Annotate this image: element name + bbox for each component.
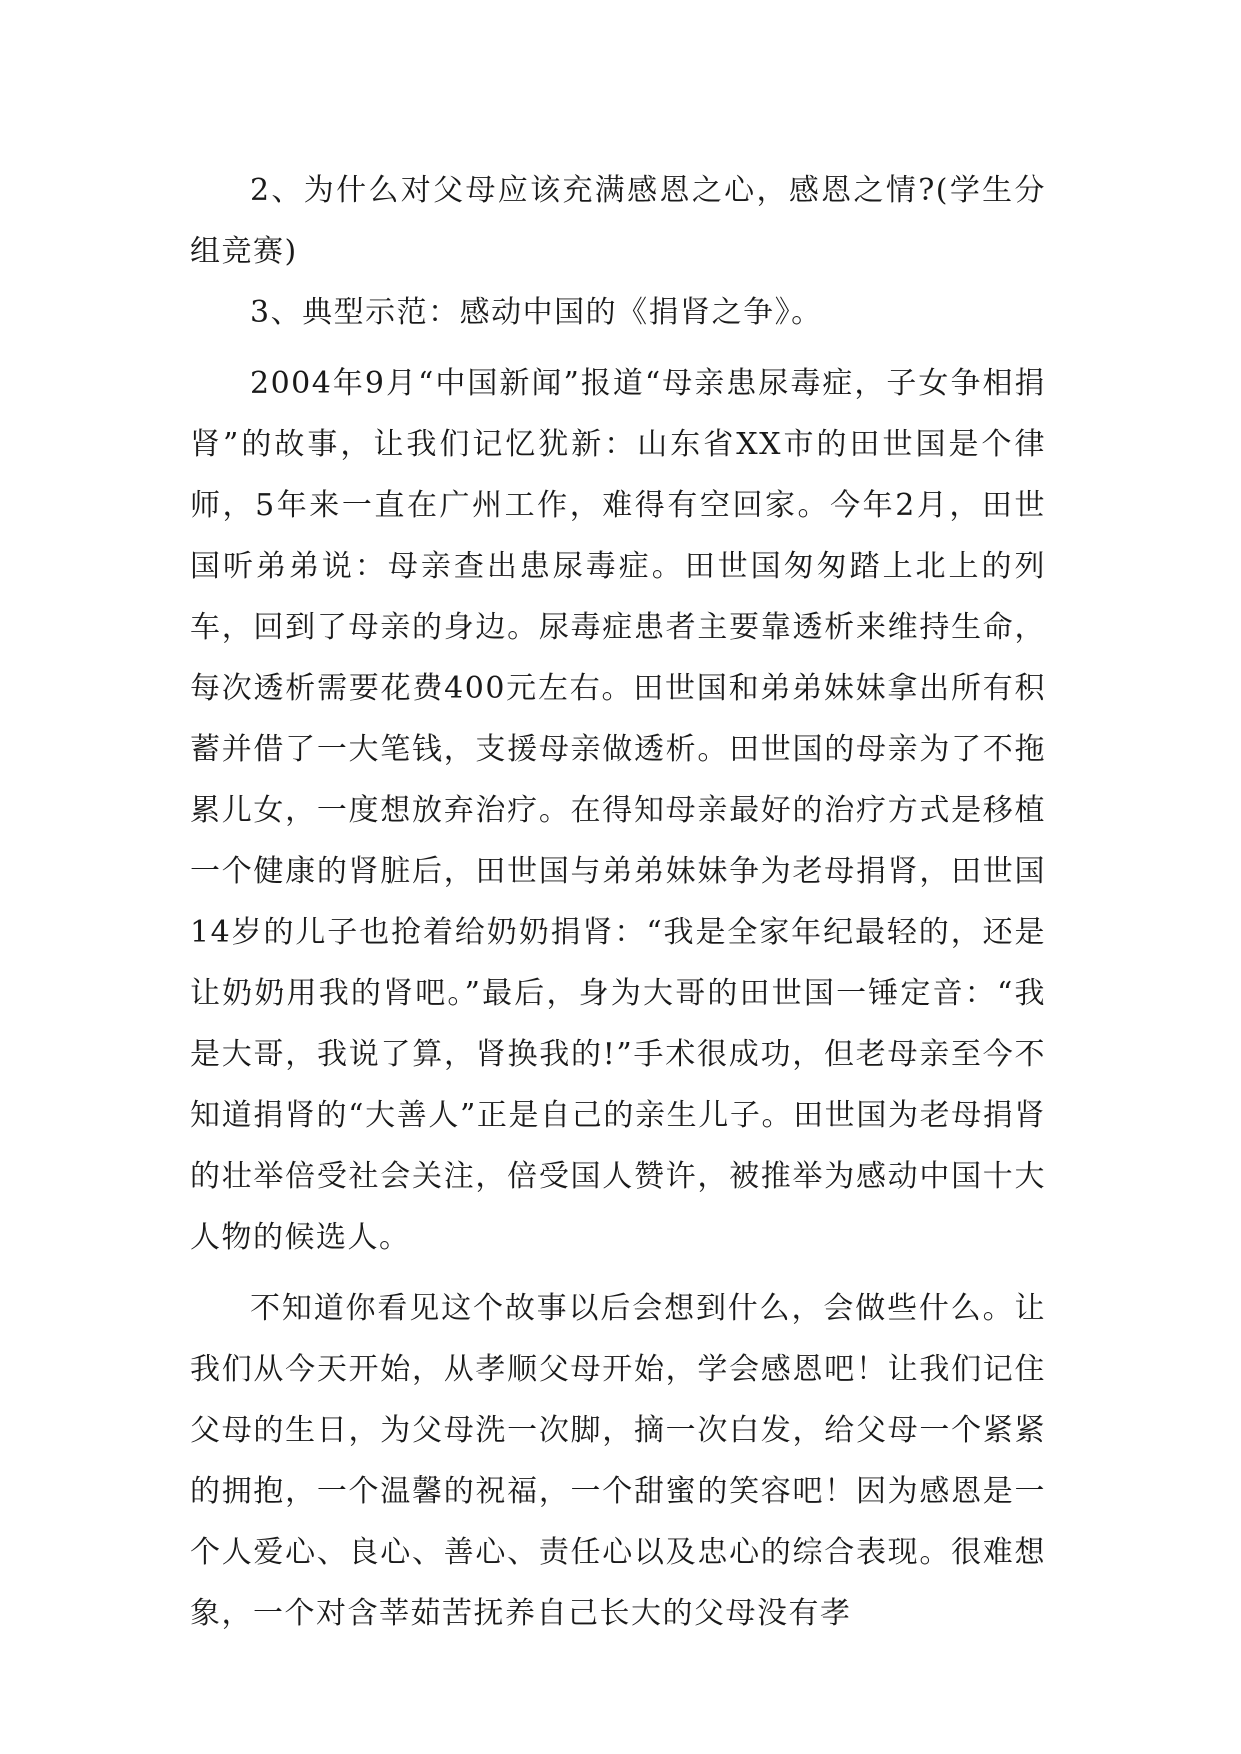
- document-page: [190, 160, 1046, 1644]
- paragraph-story: 2004年9月“中国新闻”报道“母亲患尿毒症，子女争相捐肾”的故事，让我们记忆犹新：山东省XX市的田世国是个律师，5年来一直在广州工作，难得有空回家。今年2月，田世国听弟弟说：母亲查出患尿毒症。田世国匆匆踏上北上的列车，回到了母亲的身边。尿毒症患者主要靠透析来维持生命，每次透析需要花费400元左右。田世国和弟弟妹妹拿出所有积蓄并借了一大笔钱，支援母亲做透析。田世国的母亲为了不拖累儿女，一度想放弃治疗。在得知母亲最好的治疗方式是移植一个健康的肾脏后，田世国与弟弟妹妹争为老母捐肾，田世国14岁的儿子也抢着给奶奶捐肾：“我是全家年纪最轻的，还是让奶奶用我的肾吧。”最后，身为大哥的田世国一锤定音：“我是大哥，我说了算，肾换我的!”手术很成功，但老母亲至今不知道捐肾的“大善人”正是自己的亲生儿子。田世国为老母捐肾的壮举倍受社会关注，倍受国人赞许，被推举为感动中国十大人物的候选人。: [190, 366, 1046, 1255]
- paragraph-heading-3: 3、典型示范：感动中国的《捐肾之争》。: [250, 295, 823, 330]
- paragraph-question-2: 2、为什么对父母应该充满感恩之心，感恩之情?(学生分组竞赛): [190, 173, 1046, 269]
- paragraph-reflection: 不知道你看见这个故事以后会想到什么，会做些什么。让我们从今天开始，从孝顺父母开始，学会感恩吧！让我们记住父母的生日，为父母洗一次脚，摘一次白发，给父母一个紧紧的拥抱，一个温馨的祝福，一个甜蜜的笑容吧！因为感恩是一个人爱心、良心、善心、责任心以及忠心的综合表现。很难想象，一个对含莘茹苦抚养自己长大的父母没有孝: [190, 1291, 1046, 1631]
